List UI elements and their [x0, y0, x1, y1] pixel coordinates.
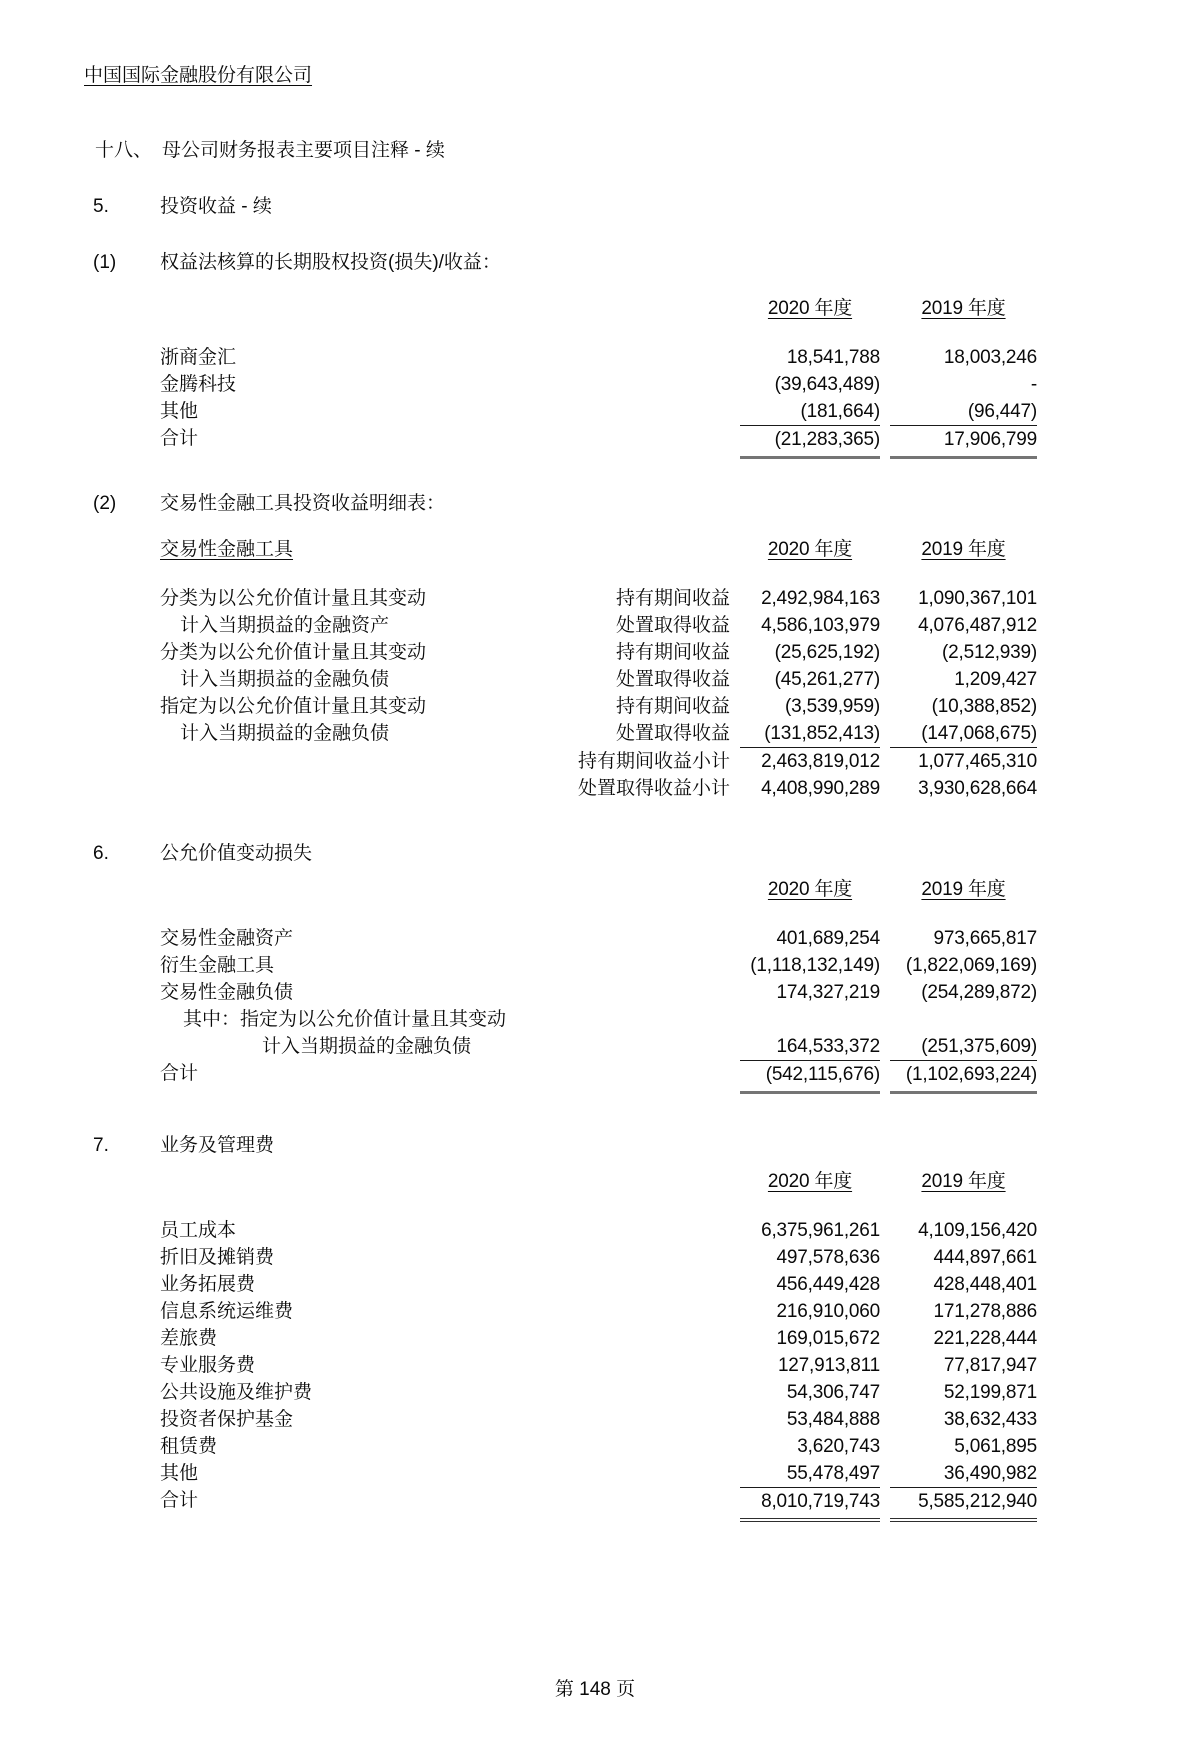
row-spacer — [160, 748, 540, 775]
row-label: 员工成本 — [160, 1220, 237, 1241]
among-row-line2 — [160, 1033, 1037, 1060]
section-5-heading — [93, 191, 1190, 218]
subtotal-row — [160, 748, 1037, 775]
row-label: 信息系统运维费 — [160, 1301, 294, 1322]
value-2020: (181,664) — [800, 401, 880, 422]
fair-value-change-table — [160, 877, 1037, 1094]
row-label: 其他 — [160, 401, 199, 422]
value-2020: 6,375,961,261 — [761, 1220, 880, 1241]
value-2019: 77,817,947 — [943, 1355, 1037, 1376]
value-2020: 18,541,788 — [786, 347, 880, 368]
row-label: 计入当期损益的金融负债 — [180, 669, 390, 690]
table-row — [160, 371, 1037, 398]
table-header-label: 交易性金融工具 — [160, 539, 294, 560]
table-row — [160, 1325, 1037, 1352]
section-5-1-heading — [93, 247, 1190, 274]
value-2019: 38,632,433 — [943, 1409, 1037, 1430]
section-7-number: 7. — [93, 1135, 109, 1156]
value-2019: 1,209,427 — [954, 669, 1037, 690]
expenses-table — [160, 1169, 1037, 1522]
chapter-title: 母公司财务报表主要项目注释 - 续 — [162, 140, 445, 161]
income-type-label: 处置取得收益 — [615, 615, 730, 636]
total-row — [160, 1487, 1037, 1522]
header-spacer — [550, 537, 730, 562]
table-row — [160, 720, 1037, 748]
column-header-2020: 2020 年度 — [767, 539, 853, 560]
row-label: 交易性金融负债 — [160, 982, 294, 1003]
value-2020: 4,586,103,979 — [761, 615, 880, 636]
value-2020: (1,118,132,149) — [750, 955, 880, 976]
table-row — [160, 952, 1037, 979]
table-header-row — [160, 296, 1037, 321]
header-spacer — [160, 296, 730, 321]
value-2020: 216,910,060 — [776, 1301, 880, 1322]
column-header-2019: 2019 年度 — [921, 539, 1006, 560]
income-type-label: 持有期间收益 — [615, 696, 730, 717]
value-2019: 18,003,246 — [943, 347, 1037, 368]
value-2020: 456,449,428 — [776, 1274, 880, 1295]
table-row — [160, 979, 1037, 1006]
value-2019: (147,068,675) — [890, 720, 1037, 748]
value-2019: 4,109,156,420 — [918, 1220, 1037, 1241]
row-label: 折旧及摊销费 — [160, 1247, 275, 1268]
total-label: 合计 — [160, 1063, 199, 1084]
chapter-number: 十八、 — [95, 140, 153, 161]
table-row — [160, 585, 1037, 612]
subtotal-value-2019: 3,930,628,664 — [918, 778, 1037, 799]
company-name: 中国国际金融股份有限公司 — [84, 65, 313, 86]
income-type-label: 持有期间收益 — [615, 588, 730, 609]
table-row — [160, 1406, 1037, 1433]
row-label: 金腾科技 — [160, 374, 237, 395]
total-value-2019: 17,906,799 — [890, 425, 1037, 459]
value-2019: 1,090,367,101 — [918, 588, 1037, 609]
row-spacer — [160, 775, 540, 802]
value-2019: 36,490,982 — [943, 1463, 1037, 1484]
value-spacer — [890, 1006, 1037, 1033]
section-7-heading — [93, 1130, 1190, 1157]
value-2020: (131,852,413) — [740, 720, 880, 748]
page-number: 第 148 页 — [554, 1679, 636, 1700]
table-row — [160, 1217, 1037, 1244]
table-row — [160, 639, 1037, 666]
row-label: 业务拓展费 — [160, 1274, 256, 1295]
section-6-title: 公允价值变动损失 — [160, 843, 313, 864]
row-label: 交易性金融资产 — [160, 928, 294, 949]
value-spacer — [740, 1006, 880, 1033]
value-2020: 127,913,811 — [777, 1355, 880, 1376]
chapter-heading — [95, 135, 1190, 162]
total-row — [160, 425, 1037, 459]
row-label: 分类为以公允价值计量且其变动 — [160, 642, 427, 663]
column-header-2020: 2020 年度 — [767, 1171, 853, 1192]
section-5-title: 投资收益 - 续 — [160, 196, 272, 217]
value-2020: 2,492,984,163 — [761, 588, 880, 609]
subtotal-label: 持有期间收益小计 — [577, 751, 730, 772]
row-label: 分类为以公允价值计量且其变动 — [160, 588, 427, 609]
among-row-line1 — [160, 1006, 1037, 1033]
value-2019: (2,512,939) — [942, 642, 1037, 663]
subtotal-value-2020: 2,463,819,012 — [761, 751, 880, 772]
row-label: 计入当期损益的金融资产 — [180, 615, 390, 636]
income-type-label: 处置取得收益 — [615, 669, 730, 690]
row-label: 衍生金融工具 — [160, 955, 275, 976]
value-2019: 444,897,661 — [933, 1247, 1037, 1268]
value-2020: 53,484,888 — [786, 1409, 880, 1430]
value-2020: 169,015,672 — [776, 1328, 880, 1349]
value-2019: 221,228,444 — [933, 1328, 1037, 1349]
section-6-number: 6. — [93, 843, 109, 864]
value-2020: (39,643,489) — [774, 374, 880, 395]
value-2020: 174,327,219 — [776, 982, 880, 1003]
value-2019: (254,289,872) — [921, 982, 1037, 1003]
row-label: 租赁费 — [160, 1436, 218, 1457]
table-row — [160, 1352, 1037, 1379]
subtotal-value-2020: 4,408,990,289 — [761, 778, 880, 799]
column-header-2019: 2019 年度 — [921, 879, 1006, 900]
column-header-2020: 2020 年度 — [767, 298, 853, 319]
table-row — [160, 1460, 1037, 1487]
value-2019: 428,448,401 — [933, 1274, 1037, 1295]
row-label: 指定为以公允价值计量且其变动 — [160, 696, 427, 717]
value-2019: (96,447) — [967, 401, 1037, 422]
value-2020: (45,261,277) — [774, 669, 880, 690]
section-5-1-title: 权益法核算的长期股权投资(损失)/收益： — [160, 252, 501, 273]
row-label: 投资者保护基金 — [160, 1409, 294, 1430]
value-2020: (3,539,959) — [785, 696, 880, 717]
column-header-2020: 2020 年度 — [767, 879, 853, 900]
value-2020: 55,478,497 — [786, 1463, 880, 1484]
table-row — [160, 1298, 1037, 1325]
section-5-2-title: 交易性金融工具投资收益明细表： — [160, 493, 446, 514]
section-7-title: 业务及管理费 — [160, 1135, 275, 1156]
value-2019: 4,076,487,912 — [918, 615, 1037, 636]
section-5-2-heading — [93, 488, 1190, 515]
header-spacer — [160, 877, 730, 902]
subtotal-row — [160, 775, 1037, 802]
among-label-line2: 计入当期损益的金融负债 — [262, 1036, 472, 1057]
column-header-2019: 2019 年度 — [921, 1171, 1006, 1192]
total-value-2019: 5,585,212,940 — [890, 1487, 1037, 1522]
value-2019: 52,199,871 — [943, 1382, 1037, 1403]
section-6-heading — [93, 838, 1190, 865]
value-2019: 5,061,895 — [954, 1436, 1037, 1457]
among-label-line1: 其中：指定为以公允价值计量且其变动 — [183, 1009, 507, 1030]
table-row — [160, 1271, 1037, 1298]
total-value-2020: (21,283,365) — [740, 425, 880, 459]
total-label: 合计 — [160, 1490, 199, 1511]
among-value-2020: 164,533,372 — [776, 1036, 880, 1057]
subtotal-value-2019: 1,077,465,310 — [918, 751, 1037, 772]
table-row — [160, 1379, 1037, 1406]
table-header-row — [160, 877, 1037, 902]
equity-method-table — [160, 296, 1037, 459]
value-2019: 171,278,886 — [933, 1301, 1037, 1322]
table-row — [160, 666, 1037, 693]
value-2019: - — [1030, 374, 1037, 395]
table-header-row — [160, 537, 1037, 562]
section-5-number: 5. — [93, 196, 109, 217]
header-spacer — [160, 1169, 730, 1194]
total-value-2020: (542,115,676) — [740, 1060, 880, 1094]
value-2019: 973,665,817 — [933, 928, 1037, 949]
row-label: 公共设施及维护费 — [160, 1382, 313, 1403]
row-label: 计入当期损益的金融负债 — [180, 723, 390, 744]
row-label: 其他 — [160, 1463, 199, 1484]
income-type-label: 持有期间收益 — [615, 642, 730, 663]
value-2020: 497,578,636 — [776, 1247, 880, 1268]
table-row — [160, 693, 1037, 720]
table-header-row — [160, 1169, 1037, 1194]
value-2020: (25,625,192) — [774, 642, 880, 663]
total-value-2020: 8,010,719,743 — [740, 1487, 880, 1522]
row-label: 专业服务费 — [160, 1355, 256, 1376]
section-5-2-number: (2) — [93, 493, 117, 514]
subtotal-label: 处置取得收益小计 — [577, 778, 730, 799]
total-label: 合计 — [160, 428, 199, 449]
table-row — [160, 1244, 1037, 1271]
value-2019: (10,388,852) — [931, 696, 1037, 717]
table-row — [160, 1433, 1037, 1460]
trading-instruments-table — [160, 537, 1037, 802]
table-row — [160, 398, 1037, 425]
value-2020: 3,620,743 — [797, 1436, 880, 1457]
table-row — [160, 925, 1037, 952]
value-2020: 54,306,747 — [786, 1382, 880, 1403]
table-row — [160, 612, 1037, 639]
among-value-2019: (251,375,609) — [921, 1036, 1037, 1057]
income-type-label: 处置取得收益 — [615, 723, 730, 744]
section-5-1-number: (1) — [93, 252, 117, 273]
row-label: 差旅费 — [160, 1328, 218, 1349]
total-value-2019: (1,102,693,224) — [890, 1060, 1037, 1094]
value-2020: 401,689,254 — [776, 928, 880, 949]
value-2019: (1,822,069,169) — [905, 955, 1037, 976]
column-header-2019: 2019 年度 — [921, 298, 1006, 319]
row-label: 浙商金汇 — [160, 347, 237, 368]
table-row — [160, 344, 1037, 371]
total-row — [160, 1060, 1037, 1094]
